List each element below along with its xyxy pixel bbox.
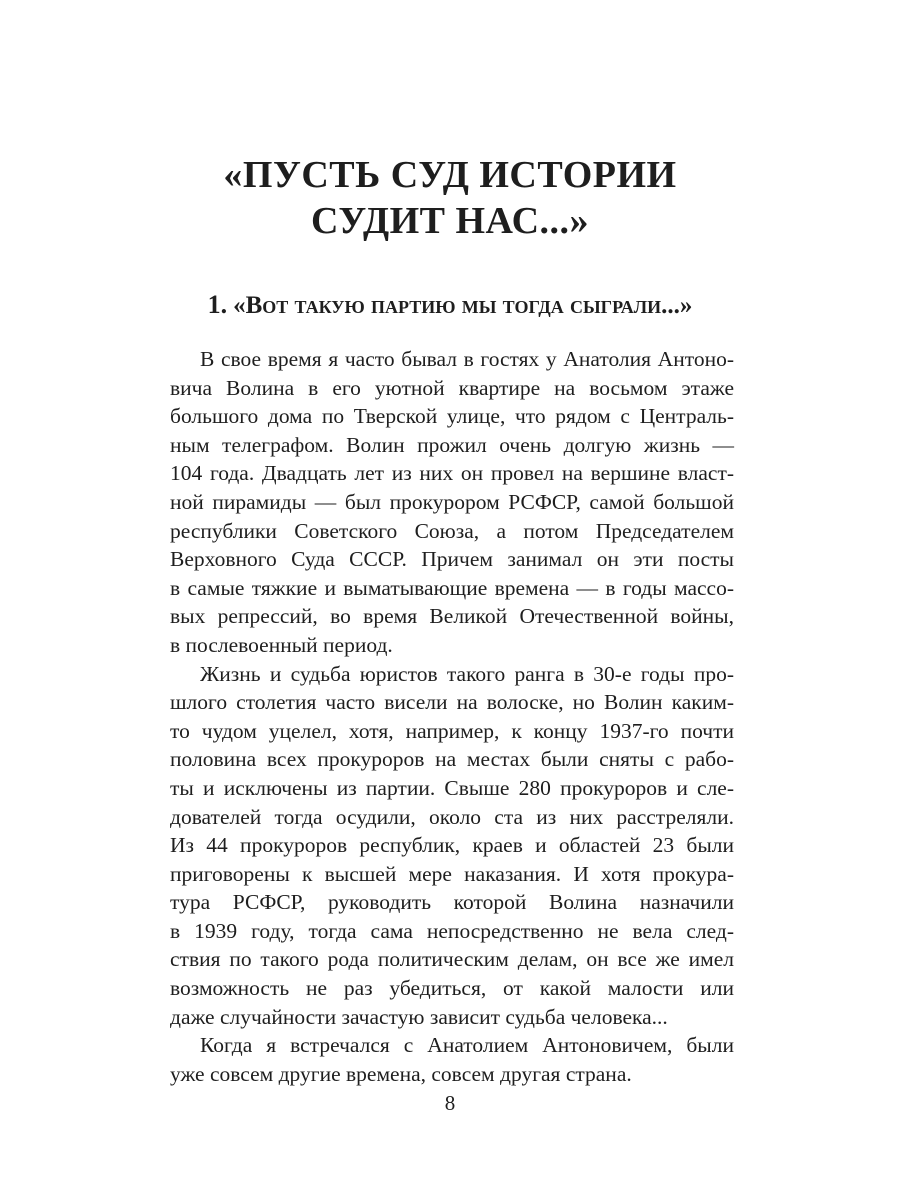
chapter-title-line-1: «ПУСТЬ СУД ИСТОРИИ (223, 154, 677, 196)
text-line: Верховного Суда СССР. Причем занимал он эти посты (170, 547, 734, 572)
text-line: возможность не раз убедиться, от какой малости или (170, 976, 734, 1001)
page-number: 8 (444, 1091, 456, 1115)
section-title: «Вот такую партию мы тогда сыграли...» (233, 292, 693, 319)
text-line: шлого столетия часто висели на волоске, но Волин каким- (170, 690, 734, 715)
text-line: ты и исключены из партии. Свыше 280 прокуроров и сле- (170, 775, 734, 800)
text-line: Жизнь и судьба юристов такого ранга в 30-е годы про- (200, 661, 734, 686)
text-line: ной пирамиды — был прокурором РСФСР, самой большой (170, 489, 734, 514)
text-line: ным телеграфом. Волин прожил очень долгую жизнь — (170, 432, 734, 457)
text-line: в 1939 году, тогда сама непосредственно не вела след- (170, 918, 734, 943)
body-text (170, 345, 734, 1088)
text-line: вых репрессий, во время Великой Отечественной войны, (170, 604, 734, 629)
text-line: половина всех прокуроров на местах были сняты с рабо- (170, 747, 734, 772)
text-line: 104 года. Двадцать лет из них он провел на вершине власт- (170, 461, 734, 486)
text-line: вича Волина в его уютной квартире на восьмом этаже (170, 375, 734, 400)
text-line: ствия по такого рода политическим делам, он все же имел (170, 947, 734, 972)
text-line: тура РСФСР, руководить которой Волина назначили (170, 890, 734, 915)
text-line: В свое время я часто бывал в гостях у Анатолия Антоно- (200, 347, 734, 371)
chapter-title-line-2: СУДИТ НАС...» (310, 200, 590, 242)
chapter-title (0, 152, 900, 244)
text-line: в самые тяжкие и выматывающие времена — в годы массо- (170, 575, 734, 600)
text-line: в послевоенный период. (170, 632, 393, 657)
text-line: Когда я встречался с Анатолием Антоновичем, были (200, 1033, 734, 1058)
section-heading (0, 290, 900, 321)
text-line: республики Советского Союза, а потом Председателем (170, 518, 734, 543)
section-number: 1. (207, 290, 228, 319)
text-line: то чудом уцелел, хотя, например, к концу 1937-го почти (170, 718, 734, 743)
text-line: большого дома по Тверской улице, что рядом с Централь- (170, 404, 734, 429)
text-line: уже совсем другие времена, совсем другая страна. (170, 1061, 632, 1086)
text-line: Из 44 прокуроров республик, краев и областей 23 были (170, 833, 734, 858)
text-line: приговорены к высшей мере наказания. И хотя прокура- (170, 861, 734, 886)
text-line: даже случайности зачастую зависит судьба человека... (170, 1004, 668, 1029)
text-line: дователей тогда осудили, около ста из них расстреляли. (170, 804, 734, 829)
